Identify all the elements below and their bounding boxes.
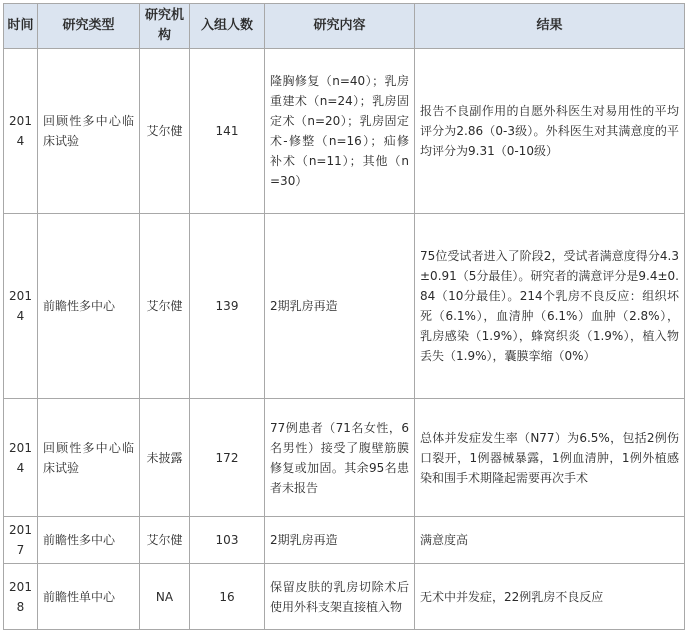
cell-enrolled: 141 <box>190 49 265 214</box>
cell-year: 2014 <box>4 214 38 399</box>
cell-results: 满意度高 <box>415 517 685 564</box>
header-institution: 研究机构 <box>140 4 190 49</box>
cell-content: 77例患者（71名女性，6名男性）接受了腹壁筋膜修复或加固。其余95名患者未报告 <box>265 399 415 517</box>
cell-enrolled: 103 <box>190 517 265 564</box>
studies-table <box>3 3 685 630</box>
table-row <box>4 49 685 214</box>
cell-enrolled: 139 <box>190 214 265 399</box>
cell-results: 75位受试者进入了阶段2，受试者满意度得分4.3±0.91（5分最佳）。研究者的满意评分是9.4±0.84（10分最佳）。214个乳房不良反应：组织坏死（6.1%），血清肿（6.1%）血肿（2.8%），乳房感染（1.9%），蜂窝织炎（1.9%），植入物丢失（1.9%），囊膜挛缩（0%） <box>415 214 685 399</box>
cell-year: 2014 <box>4 399 38 517</box>
header-time: 时间 <box>4 4 38 49</box>
table-row <box>4 564 685 630</box>
cell-results: 总体并发症发生率（N77）为6.5%，包括2例伤口裂开，1例器械暴露，1例血清肿，1例外植感染和围手术期隆起需要再次手术 <box>415 399 685 517</box>
header-content: 研究内容 <box>265 4 415 49</box>
cell-results: 报告不良副作用的自愿外科医生对易用性的平均评分为2.86（0-3级）。外科医生对其满意度的平均评分为9.31（0-10级） <box>415 49 685 214</box>
cell-institution: 艾尔健 <box>140 214 190 399</box>
header-results: 结果 <box>415 4 685 49</box>
cell-content: 2期乳房再造 <box>265 214 415 399</box>
cell-type: 前瞻性多中心 <box>38 517 140 564</box>
cell-year: 2018 <box>4 564 38 630</box>
cell-type: 前瞻性单中心 <box>38 564 140 630</box>
cell-content: 隆胸修复（n=40）；乳房重建术（n=24）；乳房固定术（n=20）；乳房固定术-修整（n=16）；疝修补术（n=11）；其他（n=30） <box>265 49 415 214</box>
header-row <box>4 4 685 49</box>
cell-results: 无术中并发症，22例乳房不良反应 <box>415 564 685 630</box>
cell-institution: 艾尔健 <box>140 49 190 214</box>
table-row <box>4 214 685 399</box>
cell-year: 2014 <box>4 49 38 214</box>
table-row <box>4 399 685 517</box>
cell-enrolled: 172 <box>190 399 265 517</box>
cell-type: 前瞻性多中心 <box>38 214 140 399</box>
cell-enrolled: 16 <box>190 564 265 630</box>
cell-year: 2017 <box>4 517 38 564</box>
cell-content: 2期乳房再造 <box>265 517 415 564</box>
table-row <box>4 517 685 564</box>
header-enrolled: 入组人数 <box>190 4 265 49</box>
cell-type: 回顾性多中心临床试验 <box>38 49 140 214</box>
cell-institution: NA <box>140 564 190 630</box>
cell-content: 保留皮肤的乳房切除术后使用外科支架直接植入物 <box>265 564 415 630</box>
cell-institution: 未披露 <box>140 399 190 517</box>
cell-type: 回顾性多中心临床试验 <box>38 399 140 517</box>
cell-institution: 艾尔健 <box>140 517 190 564</box>
header-type: 研究类型 <box>38 4 140 49</box>
